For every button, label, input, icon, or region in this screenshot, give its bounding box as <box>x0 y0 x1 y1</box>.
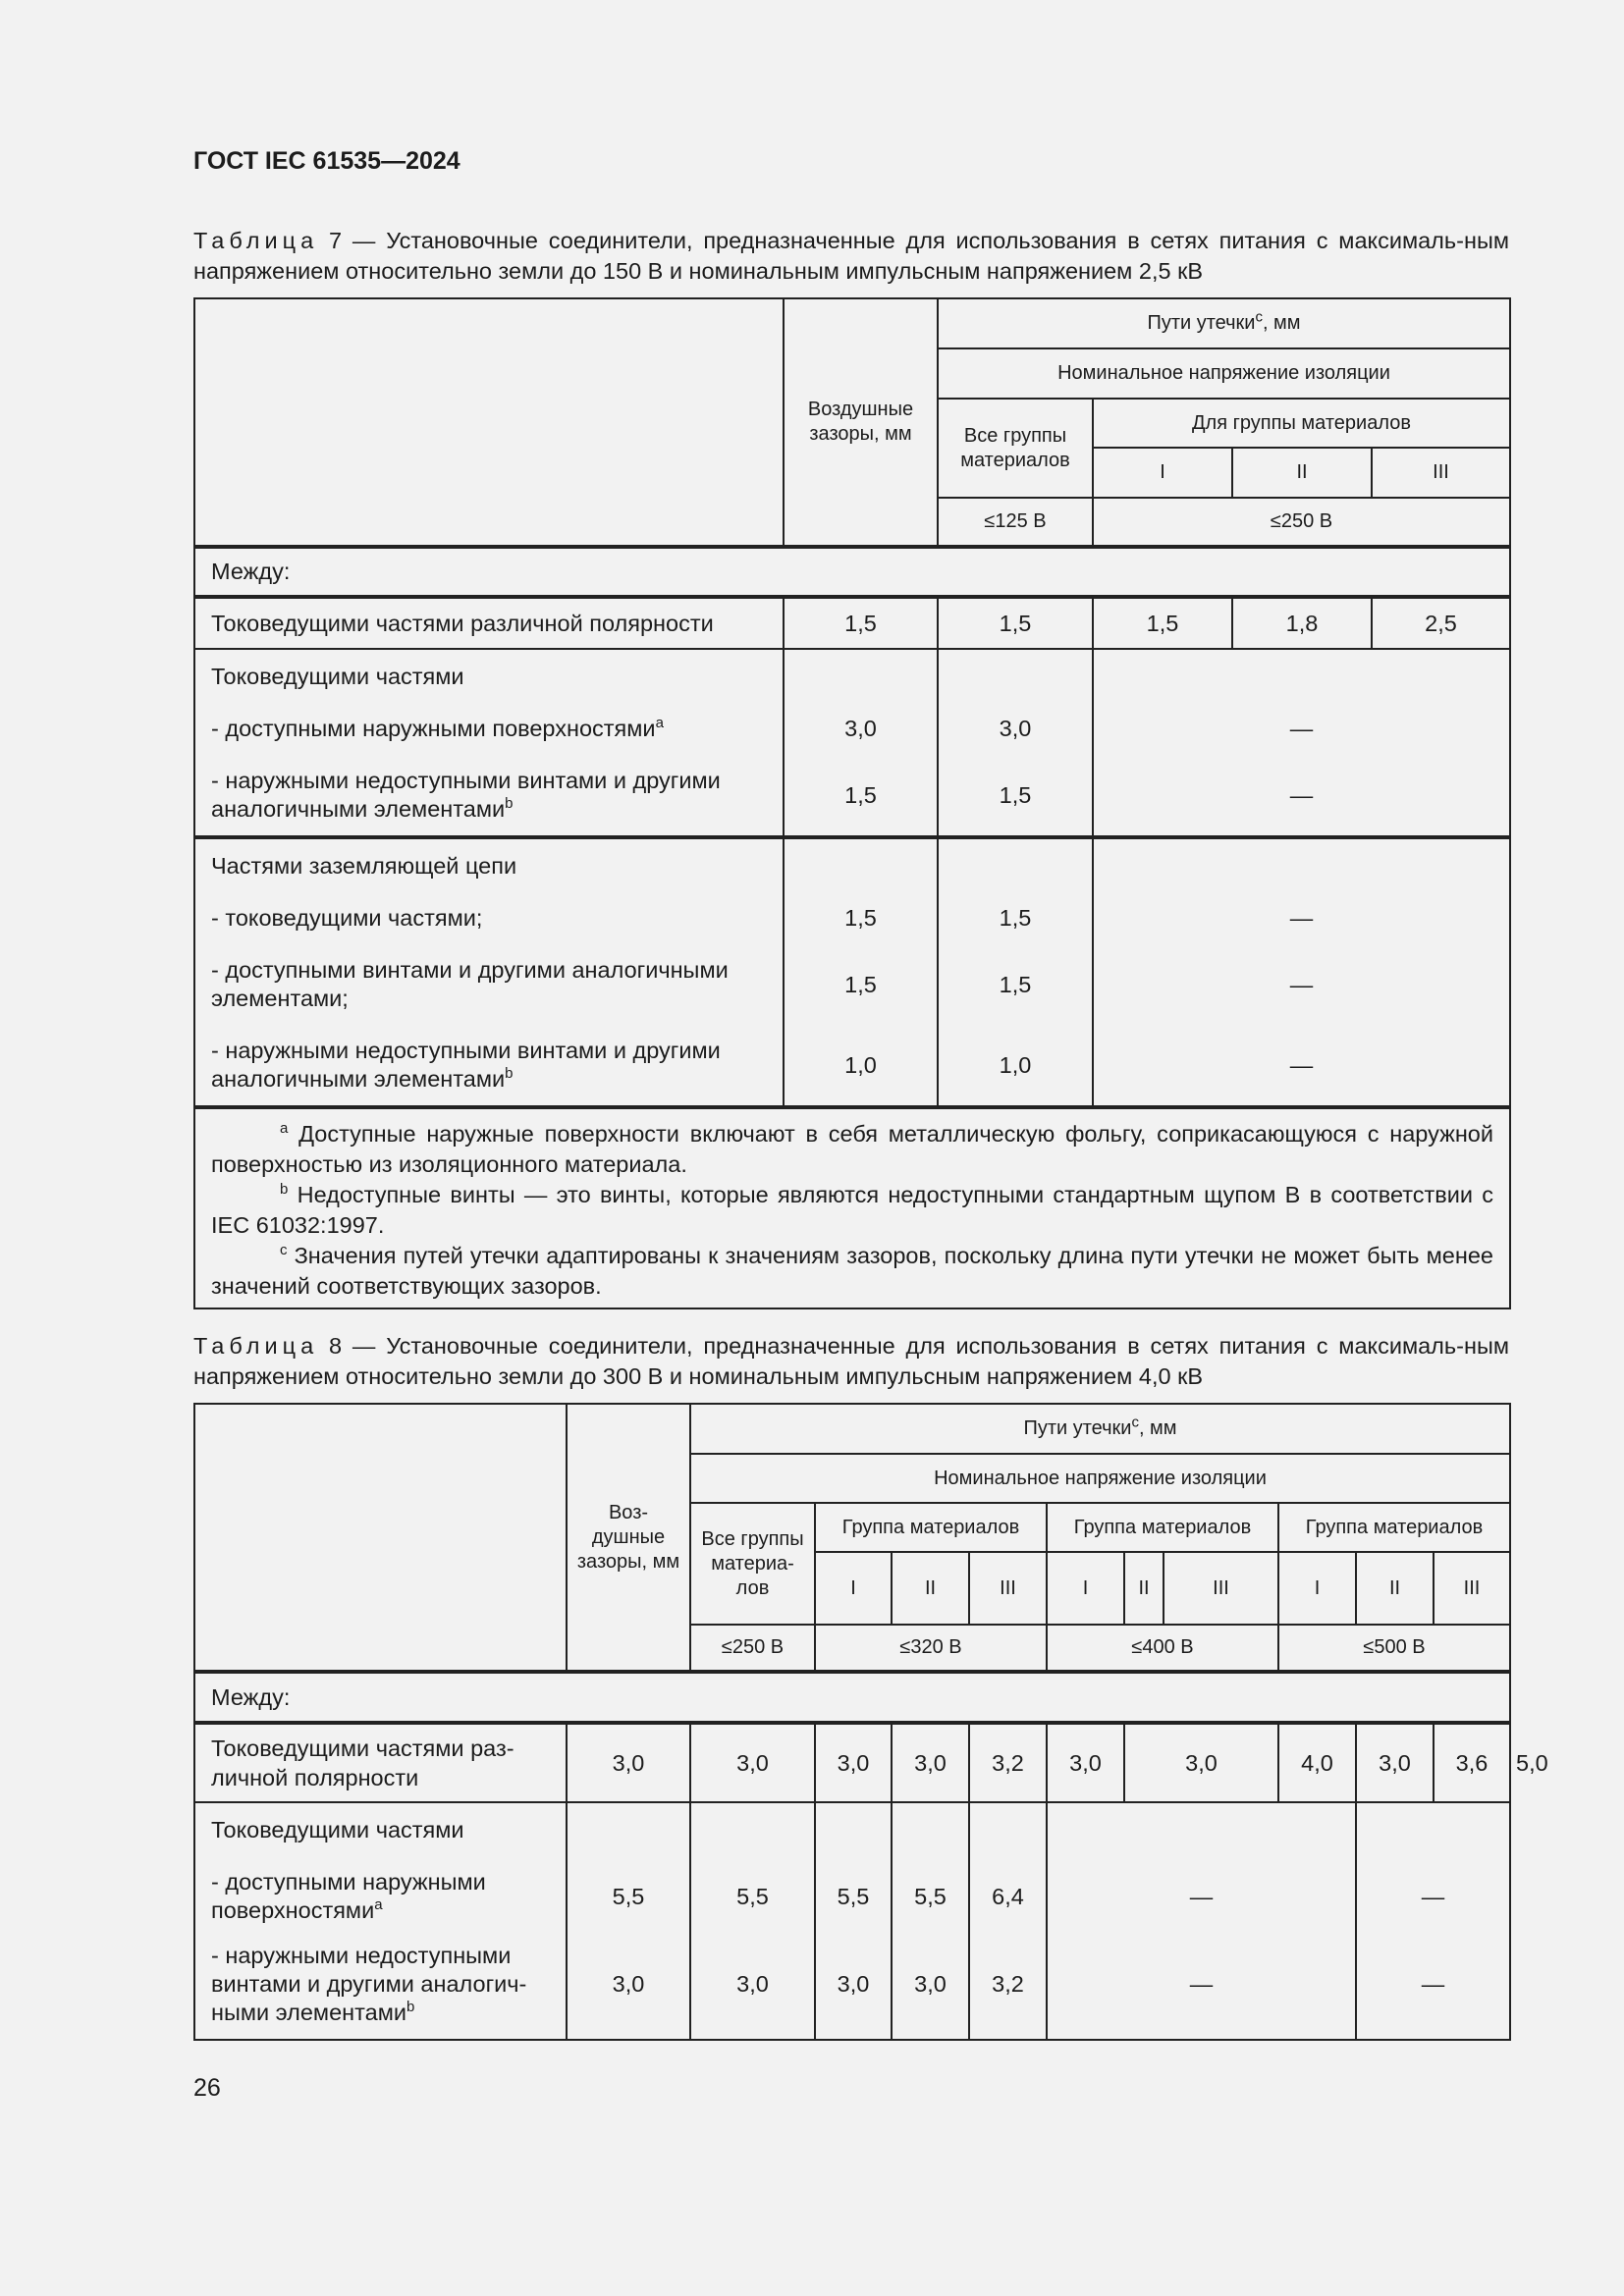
cell-value: 1,5 <box>844 971 877 997</box>
cell-value: — <box>1289 905 1314 931</box>
cell-value: 3,0 <box>892 1723 969 1802</box>
all-group-values <box>690 1802 815 2040</box>
col-v400: ≤400 В <box>1047 1625 1278 1672</box>
cell-value: 3,0 <box>690 1723 815 1802</box>
air-values <box>567 1802 690 2040</box>
col-group-3: III <box>1164 1552 1278 1625</box>
caption-word: Таблица <box>193 1333 319 1359</box>
cell-value: 1,5 <box>999 781 1032 808</box>
table-notes-row <box>194 1107 1510 1308</box>
dash-values <box>1093 649 1510 837</box>
table-8-caption <box>193 1331 1509 1392</box>
cell-value: 3,0 <box>1047 1723 1124 1802</box>
col-air-clearance: Воз-душные зазоры, мм <box>567 1404 690 1672</box>
group-title: Токоведущими частями <box>211 1816 464 1842</box>
table-row: Токоведущими частями раз-личной полярности 3,0 3,0 3,0 3,0 3,2 3,0 3,0 4,0 3,0 3,6 5,0 <box>194 1723 1510 1802</box>
group-label-cell <box>194 649 784 837</box>
dash-values-500 <box>1356 1802 1510 2040</box>
col-v250: ≤250 В <box>690 1625 815 1672</box>
col-v500: ≤500 В <box>1278 1625 1510 1672</box>
cell-value: 3,0 <box>837 1970 870 1997</box>
caption-word: Таблица <box>193 228 319 253</box>
col-v320: ≤320 В <box>815 1625 1047 1672</box>
cell-value: — <box>1189 1970 1214 1997</box>
col-group-1: I <box>1278 1552 1356 1625</box>
between-label: Между: <box>194 1672 1510 1723</box>
note-a: $^a$ Доступные наружные поверхности включают в себя металлическую фольгу, соприкасающуюся с наружной поверхностью из изоляционного материала. <box>211 1120 1493 1177</box>
col-all-groups: Все группы материа-лов <box>690 1503 815 1625</box>
cell-value: — <box>1289 781 1314 808</box>
cell-value: 2,5 <box>1372 597 1510 649</box>
col-all-groups: Все группы материалов <box>938 399 1093 498</box>
col-v125: ≤125 В <box>938 498 1093 547</box>
document-header: ГОСТ IEC 61535—2024 <box>193 147 460 175</box>
cell-value: 1,0 <box>844 1051 877 1078</box>
col-rated-voltage: Номинальное напряжение изоляции <box>938 348 1510 399</box>
col-for-group: Для группы материалов <box>1093 399 1510 448</box>
note-c: $^c$ Значения путей утечки адаптированы к значениям зазоров, поскольку длина пути утечки не может быть менее значений соответствующих зазоров. <box>211 1242 1493 1299</box>
col-group-320: Группа материалов <box>815 1503 1047 1552</box>
row-label: - токоведущими частями; <box>211 905 483 931</box>
cell-value: 1,5 <box>999 905 1032 931</box>
g3-values <box>969 1802 1047 2040</box>
row-label: - доступными наружными поверхностями$^a$ <box>211 1869 486 1923</box>
group-title: Токоведущими частями <box>211 663 464 689</box>
table-row-group <box>194 837 1510 1107</box>
group-label-cell <box>194 1802 567 2040</box>
cell-value: — <box>1421 1883 1445 1909</box>
table-row-group <box>194 649 1510 837</box>
air-values <box>784 837 938 1107</box>
table-8 <box>193 1403 1548 2041</box>
group-title: Частями заземляющей цепи <box>211 852 517 879</box>
table-row-group <box>194 1802 1510 2040</box>
cell-value: 1,5 <box>844 905 877 931</box>
cell-value: 3,0 <box>914 1970 947 1997</box>
cell-value: 3,0 <box>736 1970 769 1997</box>
col-creepage: Пути утечки$^c$, мм <box>690 1404 1510 1454</box>
col-rated-voltage: Номинальное напряжение изоляции <box>690 1454 1510 1503</box>
cell-value: 3,0 <box>815 1723 892 1802</box>
cell-value: 4,0 <box>1278 1723 1356 1802</box>
between-label: Между: <box>194 547 1510 597</box>
table-7-caption <box>193 226 1509 287</box>
cell-value: 1,5 <box>938 597 1093 649</box>
table-notes <box>195 1109 1509 1308</box>
creepage-label: Пути утечки <box>1147 312 1256 334</box>
cell-value: — <box>1289 716 1314 741</box>
cell-value: 5,5 <box>612 1883 645 1909</box>
table-row <box>194 597 1510 649</box>
creepage-sup: c <box>1255 308 1263 326</box>
col-group-2: II <box>1232 448 1372 498</box>
col-group-2: II <box>1356 1552 1434 1625</box>
cell-value: — <box>1289 1051 1314 1078</box>
dash-values <box>1093 837 1510 1107</box>
col-group-2: II <box>892 1552 969 1625</box>
col-creepage <box>938 298 1510 348</box>
cell-value: 1,5 <box>844 781 877 808</box>
cell-value: 1,8 <box>1232 597 1372 649</box>
table-7 <box>193 297 1511 1309</box>
cell-value: — <box>1421 1970 1445 1997</box>
cell-value: 1,5 <box>1093 597 1232 649</box>
row-label: - доступными наружными поверхностями$^a$ <box>211 715 664 741</box>
col-group-1: I <box>815 1552 892 1625</box>
col-air-clearance: Воздушные зазоры, мм <box>784 298 938 547</box>
col-v250: ≤250 В <box>1093 498 1510 547</box>
cell-value: 3,6 <box>1434 1723 1510 1802</box>
note-b: $^b$ Недоступные винты — это винты, которые являются недоступными стандартным щупом В в соответствии с IEC 61032:1997. <box>211 1181 1493 1238</box>
col-group-2: II <box>1124 1552 1164 1625</box>
cell-value: 3,0 <box>999 716 1032 741</box>
cell-value: 3,2 <box>969 1723 1047 1802</box>
creepage-unit: , мм <box>1262 312 1301 334</box>
notes-cell <box>194 1107 1510 1308</box>
col-group-1: I <box>1047 1552 1124 1625</box>
cell-value: 3,0 <box>1356 1723 1434 1802</box>
cell-value: 3,0 <box>1124 1723 1278 1802</box>
col-group-400: Группа материалов <box>1047 1503 1278 1552</box>
caption-text: 8 — Установочные соединители, предназначенные для использования в сетях питания с максималь-ным напряжением относительно земли до 300 В и номинальным импульсным напряжением 4,0 кВ <box>193 1333 1509 1389</box>
cell-value: — <box>1289 971 1314 997</box>
all-group-values <box>938 837 1093 1107</box>
row-label: Токоведущими частями различной полярности <box>194 597 784 649</box>
all-group-values <box>938 649 1093 837</box>
cell-value: 5,5 <box>736 1883 769 1909</box>
header-blank <box>194 1404 567 1672</box>
col-group-3: III <box>969 1552 1047 1625</box>
group-label-cell <box>194 837 784 1107</box>
cell-value: 5,5 <box>914 1883 947 1909</box>
row-label: - наружными недоступными винтами и другими аналогичными элементами$^b$ <box>211 1038 721 1092</box>
header-blank <box>194 298 784 547</box>
caption-text: 7 — Установочные соединители, предназначенные для использования в сетях питания с максималь-ным напряжением относительно земли до 150 В и номинальным импульсным напряжением 2,5 кВ <box>193 228 1509 284</box>
col-group-3: III <box>1372 448 1510 498</box>
air-values <box>784 649 938 837</box>
g2-values <box>892 1802 969 2040</box>
cell-value: 3,0 <box>612 1970 645 1997</box>
cell-value: 5,5 <box>837 1883 870 1909</box>
row-label: - наружными недоступными винтами и другими аналогич-ными элементами$^b$ <box>211 1942 527 2025</box>
col-group-1: I <box>1093 448 1232 498</box>
cell-value: 3,0 <box>567 1723 690 1802</box>
col-group-3: III <box>1434 1552 1510 1625</box>
col-group-500: Группа материалов <box>1278 1503 1510 1552</box>
g1-values <box>815 1802 892 2040</box>
cell-value: 6,4 <box>992 1883 1024 1909</box>
cell-value: 1,5 <box>784 597 938 649</box>
row-label: - доступными винтами и другими аналогичными элементами; <box>211 957 729 1011</box>
dash-values-400 <box>1047 1802 1356 2040</box>
cell-value: 3,0 <box>844 716 877 741</box>
row-label: - наружными недоступными винтами и другими аналогичными элементами$^b$ <box>211 768 721 822</box>
row-label: Токоведущими частями раз-личной полярности <box>194 1723 567 1802</box>
cell-value: 1,5 <box>999 971 1032 997</box>
cell-value: 3,2 <box>992 1970 1024 1997</box>
cell-value: 1,0 <box>999 1051 1032 1078</box>
page-number: 26 <box>193 2074 221 2102</box>
cell-value: — <box>1189 1883 1214 1909</box>
